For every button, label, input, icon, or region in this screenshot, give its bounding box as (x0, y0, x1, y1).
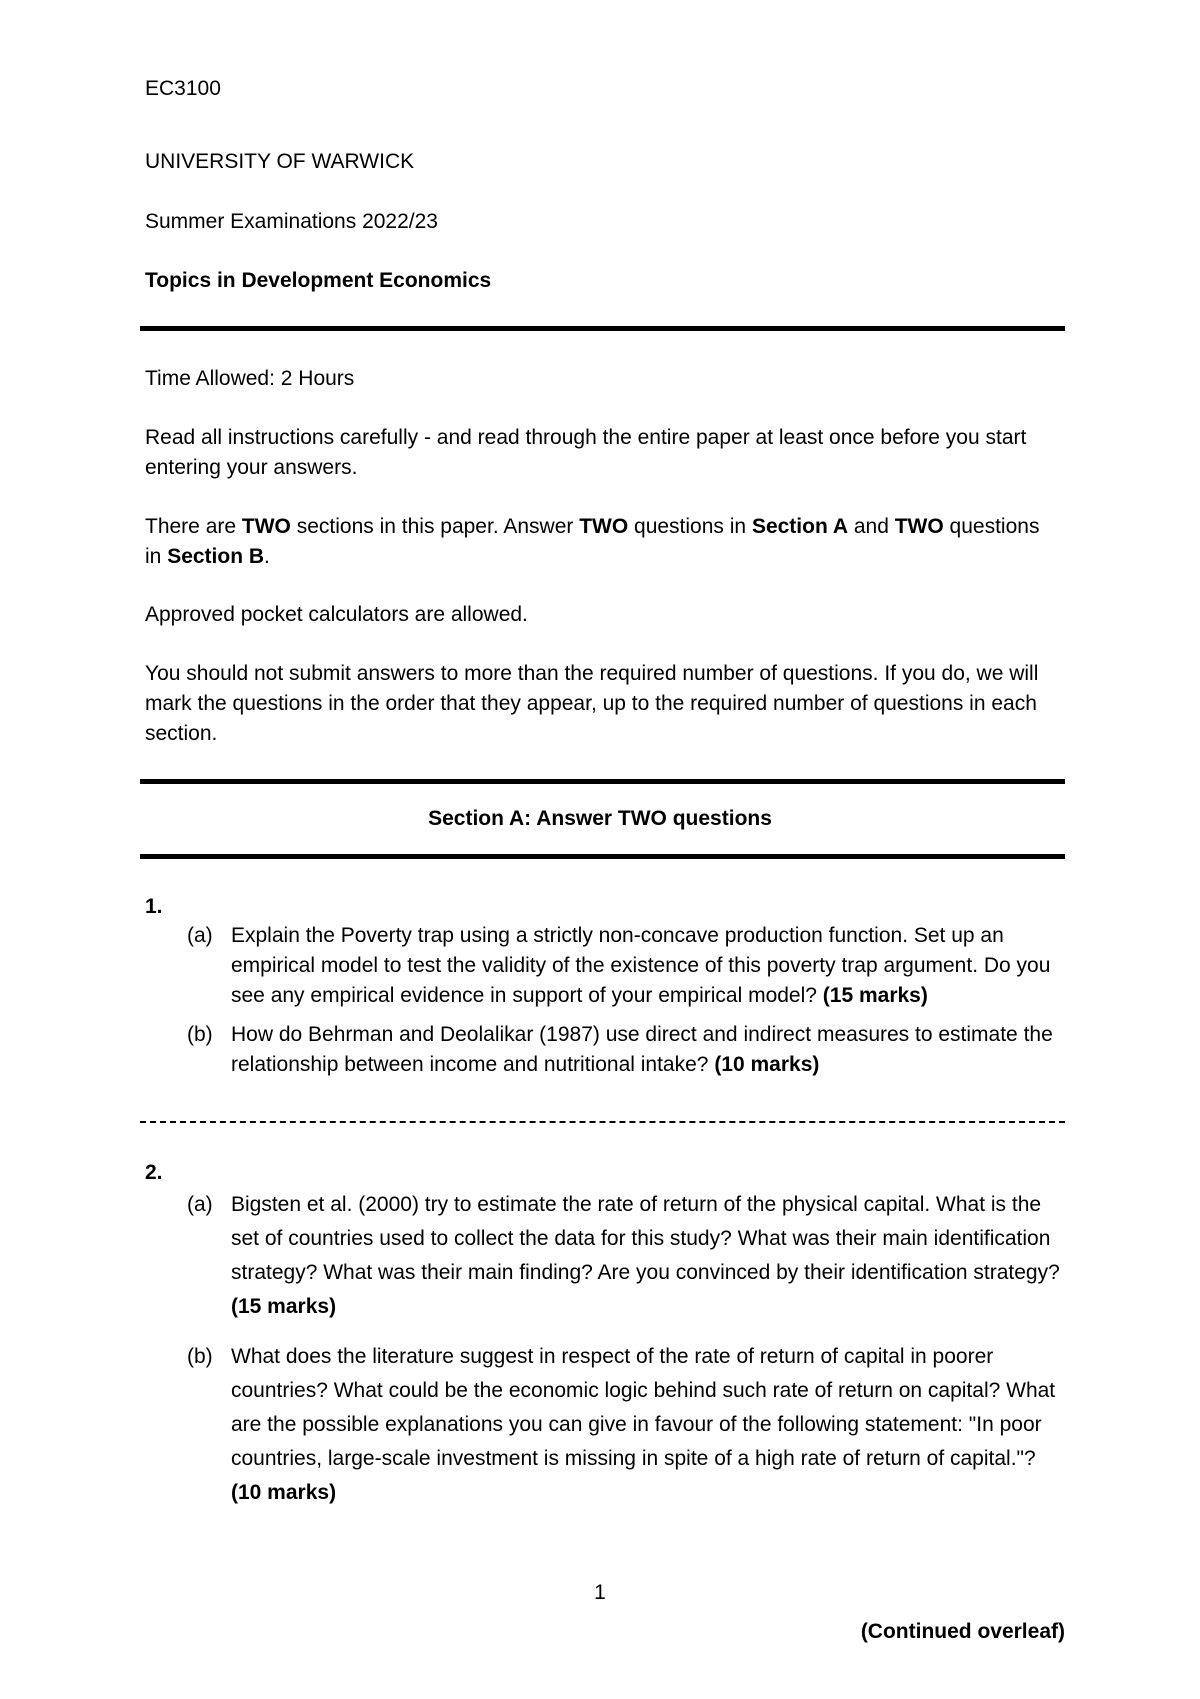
question-2a-text: Bigsten et al. (2000) try to estimate the rate of return of the physical capital. What is the set of countries used to collect the data for this study? What was their main identification strategy? What was their main finding? Are you convinced by their identification strategy? (15 marks) (231, 1193, 1060, 1318)
exam-session: Summer Examinations 2022/23 (145, 210, 438, 233)
question-1-number: 1. (145, 895, 163, 918)
question-1b-marks: (10 marks) (714, 1053, 820, 1076)
header-divider (140, 326, 1065, 331)
read-instructions: Read all instructions carefully - and read through the entire paper at least once before you start entering your answers. (145, 426, 1027, 479)
question-1b-label: (b) (187, 1023, 213, 1046)
question-1a-label: (a) (187, 924, 213, 947)
question-1a-marks: (15 marks) (822, 984, 928, 1007)
question-2a-marks: (15 marks) (231, 1295, 337, 1318)
question-2b-text: What does the literature suggest in respect of the rate of return of capital in poorer countries? What could be the economic logic behind such rate of return on capital? What are the possible explanations you can give in favour of the following statement: "In poor countries, large-scale investment is missing in spite of a high rate of return of capital."? (10 marks) (231, 1345, 1056, 1504)
question-2-number: 2. (145, 1161, 163, 1184)
university-name: UNIVERSITY OF WARWICK (145, 150, 415, 173)
question-2a-label: (a) (187, 1193, 213, 1216)
page-number: 1 (594, 1581, 606, 1604)
submission-note: You should not submit answers to more than the required number of questions. If you do, we will mark the questions in the order that they appear, up to the required number of questions in each section. (145, 662, 1039, 745)
calculator-note: Approved pocket calculators are allowed. (145, 603, 528, 626)
section-a-heading: Section A: Answer TWO questions (428, 807, 772, 830)
module-title: Topics in Development Economics (145, 269, 492, 292)
question-2b-marks: (10 marks) (231, 1481, 337, 1504)
question-1b-text: How do Behrman and Deolalikar (1987) use direct and indirect measures to estimate the relationship between income and nutritional intake? (10 marks) (231, 1023, 1053, 1076)
time-allowed: Time Allowed: 2 Hours (145, 367, 355, 390)
question-1a-text: Explain the Poverty trap using a strictly non-concave production function. Set up an empirical model to test the validity of the existence of this poverty trap argument. Do you see any empirical evidence in support of your empirical model? (15 marks) (231, 924, 1051, 1007)
question-2b-label: (b) (187, 1345, 213, 1368)
course-code: EC3100 (145, 77, 221, 100)
sections-instruction: There are TWO sections in this paper. Answer TWO questions in Section A and TWO questions in Section B. (145, 515, 1040, 568)
section-bottom-divider (140, 854, 1065, 859)
section-top-divider (140, 779, 1065, 784)
question-separator (140, 1121, 1065, 1123)
continued-overleaf: (Continued overleaf) (860, 1620, 1065, 1643)
